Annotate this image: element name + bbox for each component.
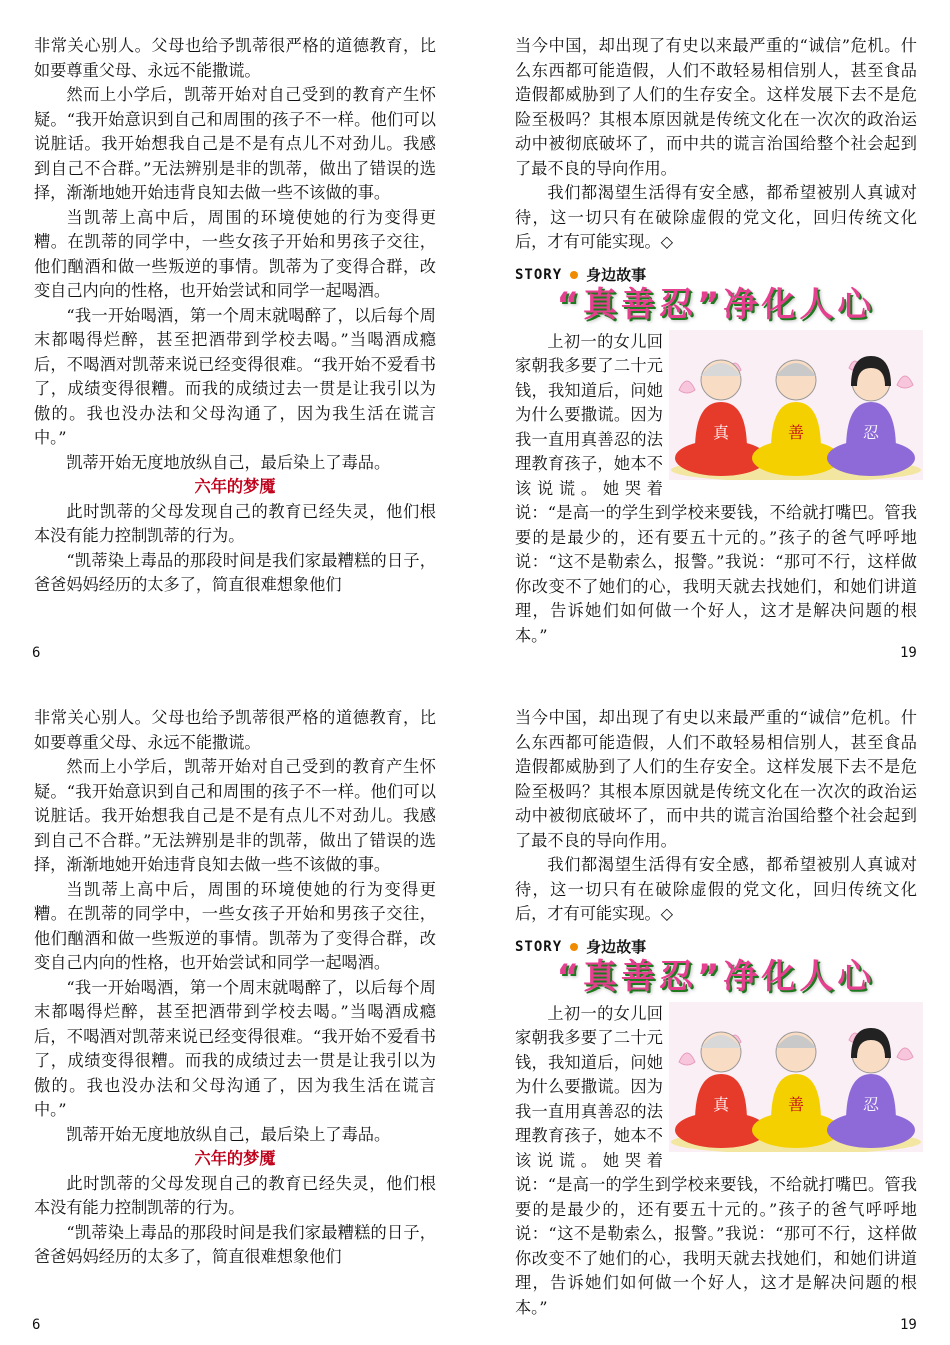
paragraph: 非常关心别人。父母也给予凯蒂很严格的道德教育，比如要尊重父母、永远不能撒谎。 <box>34 36 436 80</box>
page-number: 19 <box>900 1317 917 1333</box>
paragraph: 凯蒂开始无度地放纵自己，最后染上了毒品。 <box>66 1124 391 1144</box>
section-label-en: STORY <box>515 938 563 955</box>
paragraph: 当今中国，却出现了有史以来最严重的“诚信”危机。什么东西都可能造假，人们不敢轻易相信别人，甚至食品造假都威胁到了人们的生存安全。这样发展下去不是危险至极吗？其根本原因就是传统文化在一次次的政治运动中被彻底破坏了，而中共的谎言治国给整个社会起到了最不良的导向作用。 <box>515 36 917 178</box>
meditating-figures-illustration <box>669 1002 923 1152</box>
bullet-dot-icon <box>570 271 578 279</box>
story-title: “真善忍”净化人心 <box>556 957 876 997</box>
page-number: 19 <box>900 645 917 661</box>
section-label <box>515 263 917 288</box>
figure-char: 真 <box>712 422 730 442</box>
paragraph: 凯蒂开始无度地放纵自己，最后染上了毒品。 <box>66 452 391 472</box>
spread-top <box>0 0 950 672</box>
paragraph: 此时凯蒂的父母发现自己的教育已经失灵，他们根本没有能力控制凯蒂的行为。 <box>34 1173 436 1217</box>
left-column <box>34 706 436 1270</box>
figure-char: 忍 <box>862 1094 880 1114</box>
meditating-figures-illustration <box>669 330 923 480</box>
right-column <box>515 34 917 648</box>
paragraph: 当凯蒂上高中后，周围的环境使她的行为变得更糟。在凯蒂的同学中，一些女孩子开始和男孩子交往，他们酗酒和做一些叛逆的事情。凯蒂为了变得合群，改变自己内向的性格，也开始尝试和同学一起喝酒。 <box>34 879 436 972</box>
story-body <box>515 330 917 649</box>
figure-char: 真 <box>712 1094 730 1114</box>
paragraph: 此时凯蒂的父母发现自己的教育已经失灵，他们根本没有能力控制凯蒂的行为。 <box>34 501 436 545</box>
paragraph: “凯蒂染上毒品的那段时间是我们家最糟糕的日子，爸爸妈妈经历的太多了，简直很难想象他们 <box>34 550 436 594</box>
section-label-cn: 身边故事 <box>586 265 647 284</box>
right-column <box>515 706 917 1320</box>
figure-char: 善 <box>787 422 805 442</box>
left-column <box>34 34 436 598</box>
section-label-en: STORY <box>515 266 563 283</box>
paragraph: 上初一的女儿回家朝我多要了二十元钱，我知道后，问她为什么要撒谎。因为我一直用真善忍的法理教育孩子，她本不该说谎。她哭着说：“是高一的学生到学校来要钱，不给就打嘴巴。管我要的是最少的，还有要五十元的。”孩子的爸气呼呼地说：“这不是勒索么，报警。”我说：“那可不行，这样做你改变不了她们的心，我明天就去找她们，和她们讲道理，告诉她们如何做一个好人，这才是解决问题的根本。” <box>515 1003 917 1317</box>
paragraph: 非常关心别人。父母也给予凯蒂很严格的道德教育，比如要尊重父母、永远不能撒谎。 <box>34 708 436 752</box>
page-number: 6 <box>32 645 41 661</box>
section-label-cn: 身边故事 <box>586 937 647 956</box>
story-title: “真善忍”净化人心 <box>556 285 876 325</box>
subheading: 六年的梦魇 <box>194 477 276 496</box>
bullet-dot-icon <box>570 943 578 951</box>
paragraph: “我一开始喝酒，第一个周末就喝醉了，以后每个周末都喝得烂醉，甚至把酒带到学校去喝。”当喝酒成瘾后，不喝酒对凯蒂来说已经变得很难。“我开始不爱看书了，成绩变得很糟。而我的成绩过去一贯是让我引以为傲的。我也没办法和父母沟通了，因为我生活在谎言中。” <box>34 977 436 1119</box>
paragraph: 然而上小学后，凯蒂开始对自己受到的教育产生怀疑。“我开始意识到自己和周围的孩子不一样。他们可以说脏话。我开始想我自己是不是有点儿不对劲儿。我感到自己不合群。”无法辨别是非的凯蒂，做出了错误的选择，渐渐地她开始违背良知去做一些不该做的事。 <box>34 757 436 874</box>
page-number: 6 <box>32 1317 41 1333</box>
paragraph: “凯蒂染上毒品的那段时间是我们家最糟糕的日子，爸爸妈妈经历的太多了，简直很难想象他们 <box>34 1222 436 1266</box>
spread-bottom <box>0 672 950 1344</box>
section-label <box>515 935 917 960</box>
paragraph: 当凯蒂上高中后，周围的环境使她的行为变得更糟。在凯蒂的同学中，一些女孩子开始和男孩子交往，他们酗酒和做一些叛逆的事情。凯蒂为了变得合群，改变自己内向的性格，也开始尝试和同学一起喝酒。 <box>34 207 436 300</box>
paragraph: “我一开始喝酒，第一个周末就喝醉了，以后每个周末都喝得烂醉，甚至把酒带到学校去喝。”当喝酒成瘾后，不喝酒对凯蒂来说已经变得很难。“我开始不爱看书了，成绩变得很糟。而我的成绩过去一贯是让我引以为傲的。我也没办法和父母沟通了，因为我生活在谎言中。” <box>34 305 436 447</box>
figure-char: 善 <box>787 1094 805 1114</box>
paragraph: 我们都渴望生活得有安全感，都希望被别人真诚对待，这一切只有在破除虚假的党文化，回归传统文化后，才有可能实现。◇ <box>515 855 917 923</box>
paragraph: 我们都渴望生活得有安全感，都希望被别人真诚对待，这一切只有在破除虚假的党文化，回归传统文化后，才有可能实现。◇ <box>515 183 917 251</box>
story-body <box>515 1002 917 1321</box>
subheading: 六年的梦魇 <box>194 1149 276 1168</box>
paragraph: 当今中国，却出现了有史以来最严重的“诚信”危机。什么东西都可能造假，人们不敢轻易相信别人，甚至食品造假都威胁到了人们的生存安全。这样发展下去不是危险至极吗？其根本原因就是传统文化在一次次的政治运动中被彻底破坏了，而中共的谎言治国给整个社会起到了最不良的导向作用。 <box>515 708 917 850</box>
figure-char: 忍 <box>862 422 880 442</box>
paragraph: 然而上小学后，凯蒂开始对自己受到的教育产生怀疑。“我开始意识到自己和周围的孩子不一样。他们可以说脏话。我开始想我自己是不是有点儿不对劲儿。我感到自己不合群。”无法辨别是非的凯蒂，做出了错误的选择，渐渐地她开始违背良知去做一些不该做的事。 <box>34 85 436 202</box>
paragraph: 上初一的女儿回家朝我多要了二十元钱，我知道后，问她为什么要撒谎。因为我一直用真善忍的法理教育孩子，她本不该说谎。她哭着说：“是高一的学生到学校来要钱，不给就打嘴巴。管我要的是最少的，还有要五十元的。”孩子的爸气呼呼地说：“这不是勒索么，报警。”我说：“那可不行，这样做你改变不了她们的心，我明天就去找她们，和她们讲道理，告诉她们如何做一个好人，这才是解决问题的根本。” <box>515 331 917 645</box>
